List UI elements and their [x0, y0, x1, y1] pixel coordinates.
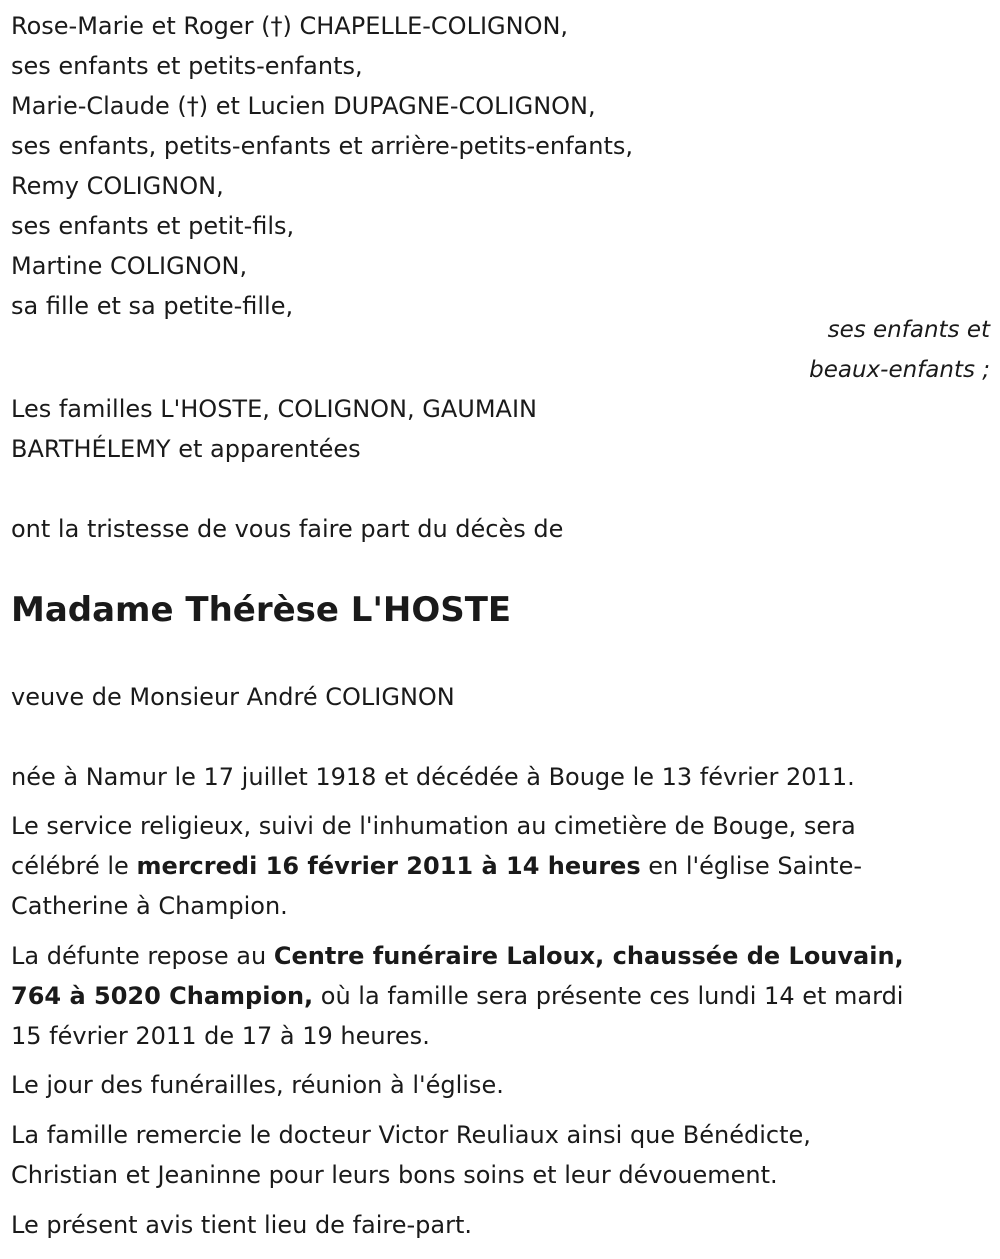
service-line: Le service religieux, suivi de l'inhumation au cimetière de Bouge, sera	[11, 812, 856, 840]
family-line: ses enfants, petits-enfants et arrière-petits-enfants,	[11, 132, 634, 160]
repose-text: La défunte repose au	[11, 942, 274, 970]
thanks-line: La famille remercie le docteur Victor Reuliaux ainsi que Bénédicte,	[11, 1121, 811, 1149]
service-date: mercredi 16 février 2011 à 14 heures	[136, 852, 641, 880]
repose-line	[11, 976, 903, 1016]
family-line: Martine COLIGNON,	[11, 252, 248, 280]
meeting-line: Le jour des funérailles, réunion à l'église.	[11, 1071, 504, 1099]
thanks-line: Christian et Jeaninne pour leurs bons soins et leur dévouement.	[11, 1161, 778, 1189]
funeral-home-address: 764 à 5020 Champion,	[11, 982, 314, 1010]
family-line: ses enfants et petits-enfants,	[11, 52, 363, 80]
service-text: célébré le	[11, 852, 137, 880]
repose-line: 15 février 2011 de 17 à 19 heures.	[11, 1022, 430, 1050]
family-line: sa fille et sa petite-fille,	[11, 292, 294, 320]
service-text: en l'église Sainte-	[640, 852, 863, 880]
children-note: ses enfants et	[827, 317, 990, 343]
announcement: ont la tristesse de vous faire part du décès de	[11, 515, 564, 543]
family-line: ses enfants et petit-fils,	[11, 212, 295, 240]
service-line: Catherine à Champion.	[11, 892, 288, 920]
family-line: Remy COLIGNON,	[11, 172, 224, 200]
families-line: BARTHÉLEMY et apparentées	[11, 435, 361, 463]
service-line	[11, 846, 862, 886]
notice-line: Le présent avis tient lieu de faire-part.	[11, 1211, 473, 1239]
repose-text: où la famille sera présente ces lundi 14 et mardi	[313, 982, 904, 1010]
repose-line	[11, 936, 904, 976]
deceased-name: Madame Thérèse L'HOSTE	[11, 590, 512, 630]
widow-line: veuve de Monsieur André COLIGNON	[11, 683, 455, 711]
family-line: Rose-Marie et Roger (†) CHAPELLE-COLIGNON,	[11, 12, 569, 40]
family-line: Marie-Claude (†) et Lucien DUPAGNE-COLIGNON,	[11, 92, 596, 120]
birth-line: née à Namur le 17 juillet 1918 et décédée à Bouge le 13 février 2011.	[11, 763, 855, 791]
children-note: beaux-enfants ;	[809, 357, 990, 383]
families-line: Les familles L'HOSTE, COLIGNON, GAUMAIN	[11, 395, 537, 423]
funeral-home: Centre funéraire Laloux, chaussée de Louvain,	[273, 942, 904, 970]
